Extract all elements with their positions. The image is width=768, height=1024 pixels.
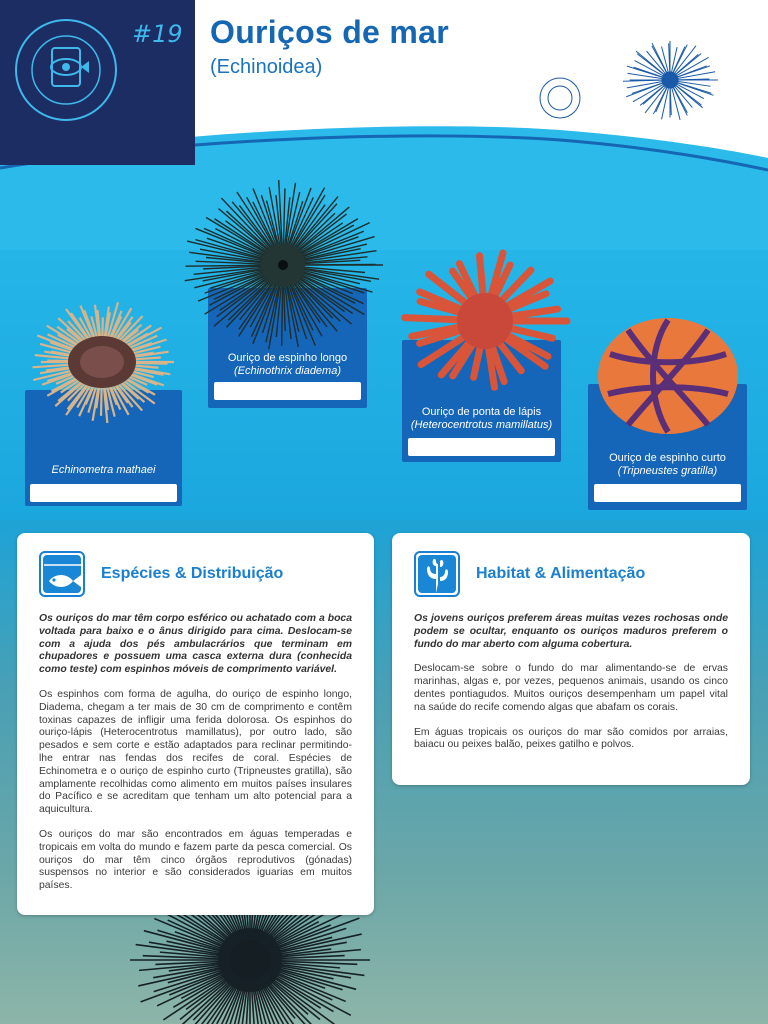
panel-title: Espécies & Distribuição xyxy=(101,565,284,582)
panel-lead-text: Os jovens ouriços preferem áreas muitas vezes rochosas onde podem se ocultar, enquanto os ouriços maduros preferem o fundo do mar aberto com alguma cobertura. xyxy=(414,613,728,650)
species-scientific-name: (Heterocentrotus mamillatus) xyxy=(410,419,553,431)
sheet-number: #19 xyxy=(132,20,183,48)
species-label-box xyxy=(594,484,741,502)
species-common-name: Ouriço de ponta de lápis xyxy=(421,406,542,418)
fish-icon xyxy=(39,551,85,597)
species-scientific-name: (Echinothrix diadema) xyxy=(234,365,341,377)
species-common-name: Ouriço de espinho curto xyxy=(609,452,726,464)
urchin-line-illustration xyxy=(530,40,730,150)
panel-title: Habitat & Alimentação xyxy=(476,565,646,582)
page-subtitle: (Echinoidea) xyxy=(210,56,323,78)
pencil-urchin-photo xyxy=(385,245,585,395)
species-label-box xyxy=(408,438,555,456)
panel-paragraph: Deslocam-se sobre o fundo do mar alimentando-se de ervas marinhas, algas e, por vezes, pequenos animais, usando os cinco dentes pontiagudos. Muitos ouriços desempenham um papel vital na saúde do recife comendo algas que abafam os corais. xyxy=(414,663,728,713)
species-common-name: Ouriço de espinho longo xyxy=(227,352,348,364)
species-scientific-name: Echinometra mathaei xyxy=(51,464,156,476)
echinometra-photo xyxy=(15,296,190,426)
panel-lead-text: Os ouriços do mar têm corpo esférico ou achatado com a boca voltada para baixo e o ânus dirigido para cima. Deslocam-se com a ajuda dos pés ambulacrários que terminam em chupadores e possuem uma casca externa dura (conhecida como teste) com espinhos móveis de comprimento variável. xyxy=(39,613,352,676)
species-label-box xyxy=(214,382,361,400)
panel-paragraph: Os ouriços do mar são encontrados em águas temperadas e tropicais em volta do mundo e fazem parte da pesca comercial. Os ouriços do mar têm cinco órgãos reprodutivos (gónadas) suspensos no interior e são considerados iguarias em muitos países. xyxy=(39,828,352,892)
panel-body xyxy=(39,613,352,905)
panel-paragraph: Em águas tropicais os ouriços do mar são comidos por arraias, baiacu ou peixes balão, peixes gatilho e polvos. xyxy=(414,726,728,751)
short-spine-urchin-photo xyxy=(588,310,748,445)
species-scientific-name: (Tripneustes gratilla) xyxy=(617,465,718,477)
series-badge xyxy=(0,0,195,165)
species-label-box xyxy=(30,484,177,502)
coral-icon xyxy=(414,551,460,597)
habitat-food-panel xyxy=(392,533,750,785)
long-spine-urchin-photo xyxy=(178,180,388,350)
species-distribution-panel xyxy=(17,533,374,915)
panel-body xyxy=(414,613,728,764)
page-title: Ouriços de mar xyxy=(210,14,449,50)
panel-paragraph: Os espinhos com forma de agulha, do ouriço de espinho longo, Diadema, chegam a ter mais de 30 cm de comprimento e contêm toxinas capazes de infligir uma ferida dolorosa. Os espinhos do ouriço-lápis (Heterocentrotus mamillatus), por outro lado, são pesados e sem corte e estão adaptados para reclinar permitindo-lhe entrar nas fendas dos recifes de coral. Espécies de Echinometra e o ouriço de espinho curto (Tripneustes gratilla), são amplamente recolhidas como alimento em muitos países insulares do Pacífico e se acreditam que tenham um alto potencial para a aquicultura. xyxy=(39,688,352,816)
